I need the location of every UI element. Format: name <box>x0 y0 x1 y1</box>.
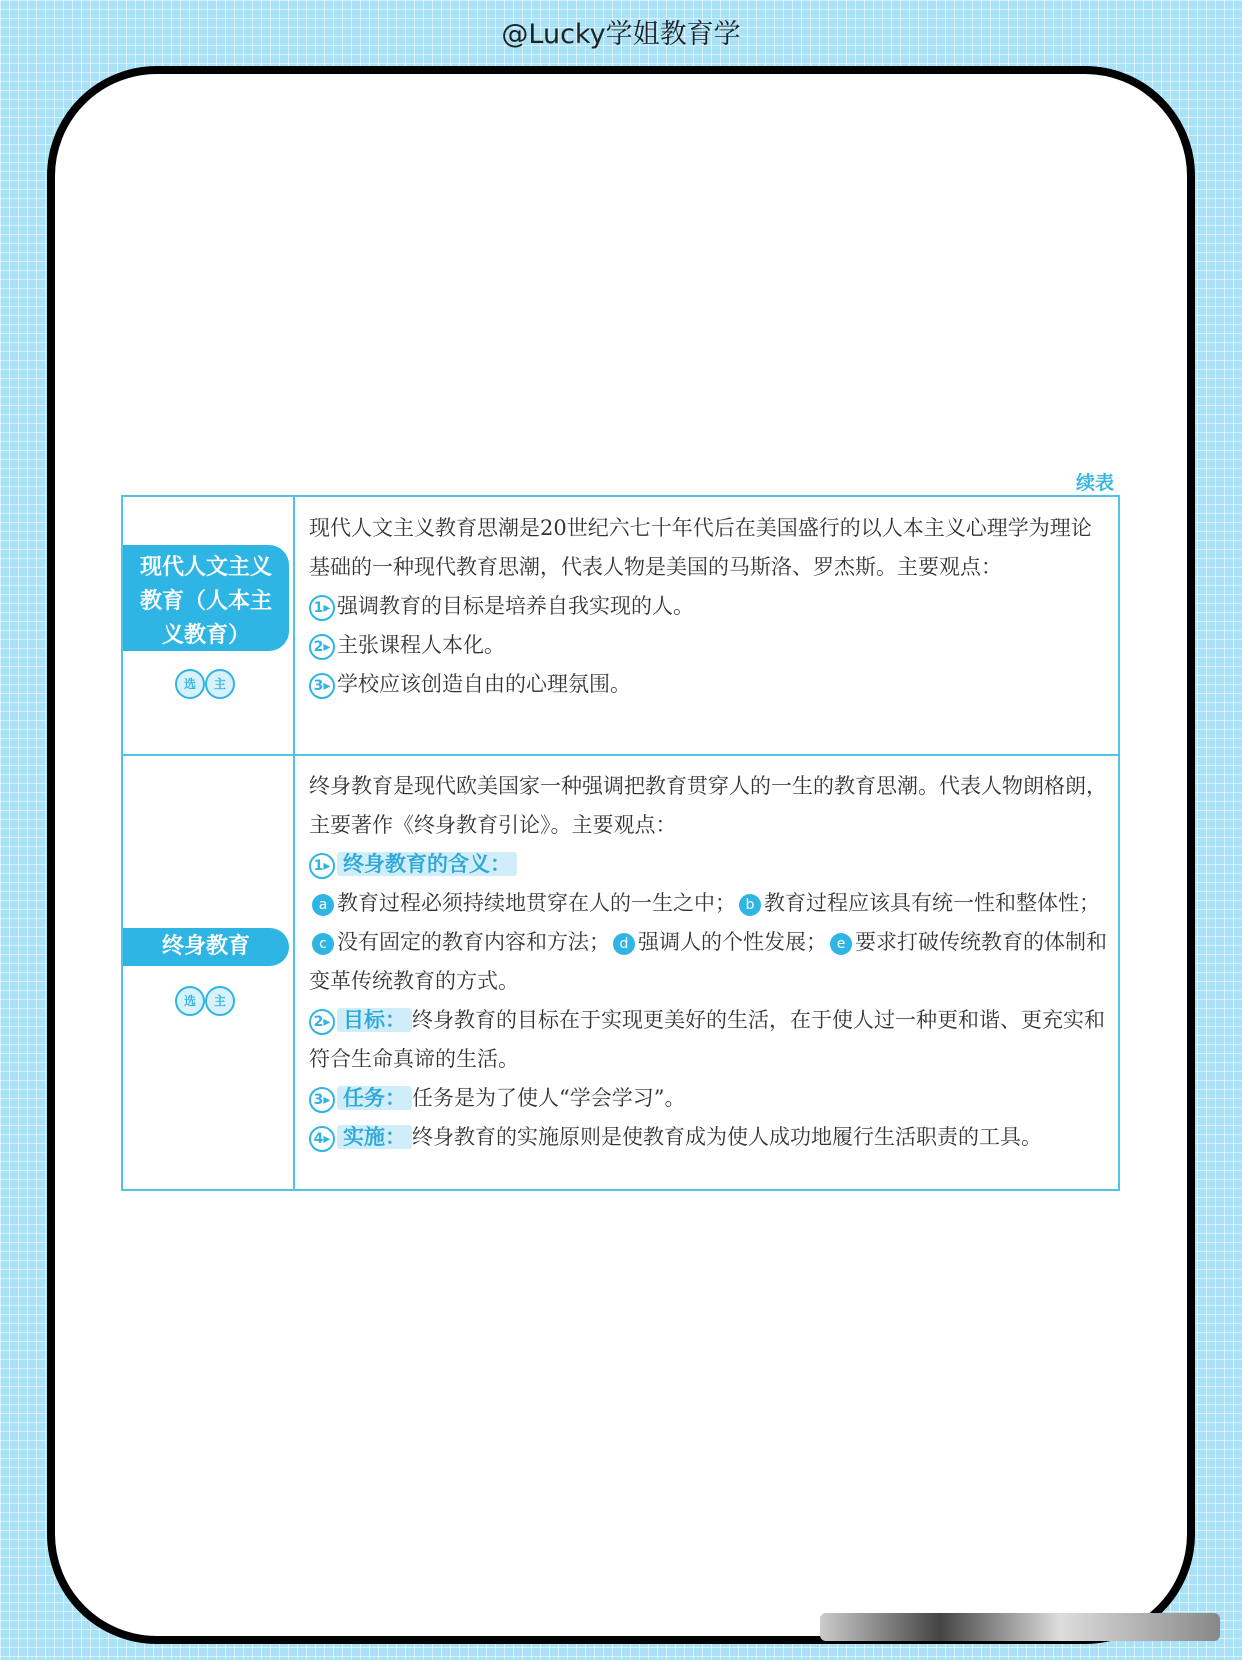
badge-choice: 选 <box>175 669 205 699</box>
number-marker: 1 ▸ <box>309 595 335 621</box>
point-text: 学校应该创造自由的心理氛围。 <box>337 672 631 696</box>
letter-marker: a <box>312 894 334 916</box>
highlight-label: 任务： <box>337 1086 412 1110</box>
list-item <box>309 845 1109 884</box>
point-text: 终身教育的实施原则是使教育成为使人成功地履行生活职责的工具。 <box>412 1125 1042 1149</box>
point-text: 主张课程人本化。 <box>337 633 505 657</box>
number-marker: 2 ▸ <box>309 634 335 660</box>
list-item <box>309 626 1109 665</box>
item-text: 要求打破传统教育的体制和变革传统教育的方式。 <box>309 930 1107 993</box>
list-item <box>309 665 1109 704</box>
row-divider <box>123 754 1118 756</box>
letter-marker: b <box>739 894 761 916</box>
watermark: @Lucky学姐教育学 <box>501 19 741 50</box>
item-text: 没有固定的教育内容和方法； <box>337 930 610 954</box>
row-tag-lifelong-education: 终身教育 <box>123 928 289 966</box>
row-content-lifelong-education <box>309 767 1109 1157</box>
item-text: 教育过程必须持续地贯穿在人的一生之中； <box>337 891 736 915</box>
highlight-label: 终身教育的含义： <box>337 852 517 876</box>
theory-table <box>121 495 1120 1191</box>
row-intro: 终身教育是现代欧美国家一种强调把教育贯穿人的一生的教育思潮。代表人物朗格朗，主要著作《终身教育引论》。主要观点： <box>309 774 1107 837</box>
column-divider <box>293 497 295 1189</box>
number-marker: 4 ▸ <box>309 1126 335 1152</box>
letter-marker: c <box>312 933 334 955</box>
number-marker: 3 ▸ <box>309 1087 335 1113</box>
continued-label: 续表 <box>1076 472 1115 494</box>
image-strip-thumbnail <box>820 1613 1220 1641</box>
highlight-label: 目标： <box>337 1008 412 1032</box>
list-item <box>309 1001 1109 1079</box>
exam-type-badge <box>175 669 237 697</box>
number-marker: 2 ▸ <box>309 1009 335 1035</box>
row-tag-humanism: 现代人文主义教育（人本主义教育） <box>123 545 289 651</box>
number-marker: 1 ▸ <box>309 853 335 879</box>
letter-marker: e <box>830 933 852 955</box>
meaning-items <box>309 884 1109 1001</box>
list-item <box>309 587 1109 626</box>
highlight-label: 实施： <box>337 1125 412 1149</box>
row-content-humanism <box>309 509 1109 704</box>
point-text: 任务是为了使人“学会学习”。 <box>412 1086 686 1110</box>
list-item <box>309 1118 1109 1157</box>
point-text: 强调教育的目标是培养自我实现的人。 <box>337 594 694 618</box>
letter-marker: d <box>613 933 635 955</box>
number-marker: 3 ▸ <box>309 673 335 699</box>
item-text: 强调人的个性发展； <box>638 930 827 954</box>
list-item <box>309 1079 1109 1118</box>
badge-subjective: 主 <box>205 669 235 699</box>
badge-choice: 选 <box>175 986 205 1016</box>
row-intro: 现代人文主义教育思潮是20世纪六七十年代后在美国盛行的以人本主义心理学为理论基础的一种现代教育思潮，代表人物是美国的马斯洛、罗杰斯。主要观点： <box>309 516 1092 579</box>
badge-subjective: 主 <box>205 986 235 1016</box>
point-text: 终身教育的目标在于实现更美好的生活，在于使人过一种更和谐、更充实和符合生命真谛的生活。 <box>309 1008 1105 1071</box>
exam-type-badge <box>175 986 237 1014</box>
item-text: 教育过程应该具有统一性和整体性； <box>764 891 1100 915</box>
